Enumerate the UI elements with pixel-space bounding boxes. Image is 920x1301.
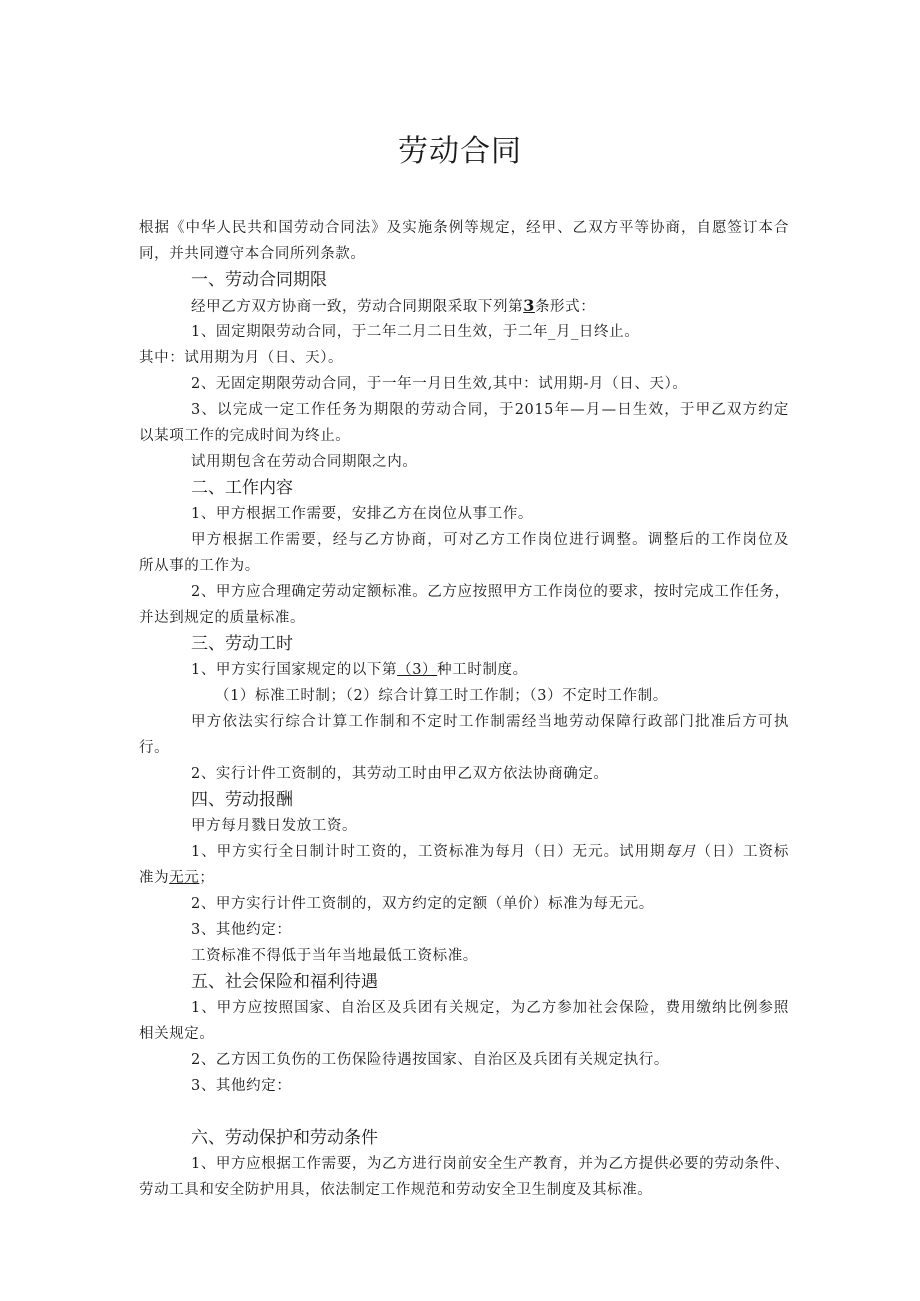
italic-text-run: 每月	[665, 844, 697, 860]
spacer	[139, 1099, 789, 1125]
section-6-para-1-cont: 劳动工具和安全防护用具，依法制定工作规范和劳动安全卫生制度及其标准。	[139, 1182, 653, 1198]
intro-line-2: 同，并共同遵守本合同所列条款。	[139, 246, 366, 262]
text-run: 准为	[139, 870, 170, 886]
section-1-para-5-cont: 以某项工作的完成时间为终止。	[139, 428, 351, 444]
section-5-heading: 五、社会保险和福利待遇	[191, 972, 378, 992]
section-3-para-2: （1）标准工时制；（2）综合计算工时工作制；（3）不定时工作制。	[215, 688, 668, 704]
text-run: ；	[199, 870, 215, 886]
section-3-para-1	[139, 657, 789, 683]
section-2-heading: 二、工作内容	[191, 478, 293, 498]
section-1-para-3: 其中：试用期为月（日、天）。	[139, 350, 344, 366]
section-4-para-3: 2、甲方实行计件工资制的，双方约定的定额（单价）标准为每无元。	[191, 896, 654, 912]
section-2-para-2: 甲方根据工作需要，经与乙方协商，可对乙方工作岗位进行调整。调整后的工作岗位及	[191, 532, 789, 548]
section-4-para-4: 3、其他约定：	[191, 922, 292, 938]
text-run: 1、甲方实行国家规定的以下第	[191, 662, 398, 678]
section-3-para-3: 甲方依法实行综合计算工作制和不定时工作制需经当地劳动保障行政部门批准后方可执	[191, 714, 789, 730]
term-option-number: 3	[523, 296, 535, 315]
section-3-para-3-cont: 行。	[139, 740, 170, 756]
section-3-heading: 三、劳动工时	[191, 634, 293, 654]
section-5-para-1-cont: 相关规定。	[139, 1026, 215, 1042]
text-run: 1、甲方实行全日制计时工资的，工资标准为每月（日）无元。试用期	[191, 844, 666, 860]
section-1-para-4: 2、无固定期限劳动合同，于一年一月日生效,其中：试用期-月（日、天）。	[191, 376, 688, 392]
intro-line-1: 根据《中华人民共和国劳动合同法》及实施条例等规定，经甲、乙双方平等协商，自愿签订本合	[139, 220, 789, 236]
section-3-para-4: 2、实行计件工资制的，其劳动工时由甲乙双方依法协商确定。	[191, 766, 609, 782]
text-run: 条形式：	[534, 299, 596, 315]
section-1-heading: 一、劳动合同期限	[191, 270, 327, 290]
text-run: 种工时制度。	[437, 662, 528, 678]
section-4-para-2-cont	[139, 865, 789, 891]
section-5-para-1: 1、甲方应按照国家、自治区及兵团有关规定，为乙方参加社会保险，费用缴纳比例参照	[191, 1000, 789, 1016]
section-1-para-5: 3、以完成一定工作任务为期限的劳动合同，于2015年—月—日生效，于甲乙双方约定	[191, 402, 789, 418]
section-2-para-3: 2、甲方应合理确定劳动定额标准。乙方应按照甲方工作岗位的要求，按时完成工作任务，	[191, 584, 790, 600]
section-1-para-1	[139, 293, 789, 319]
section-4-para-2	[139, 839, 789, 865]
section-4-heading: 四、劳动报酬	[191, 790, 293, 810]
text-run: 经甲乙方双方协商一致，劳动合同期限采取下列第	[191, 299, 524, 315]
section-2-para-2-cont: 所从事的工作为。	[139, 558, 260, 574]
section-2-para-3-cont: 并达到规定的质量标准。	[139, 610, 306, 626]
section-6-para-1: 1、甲方应根据工作需要，为乙方进行岗前安全生产教育，并为乙方提供必要的劳动条件、	[191, 1156, 790, 1172]
section-4-para-5: 工资标准不得低于当年当地最低工资标准。	[191, 948, 478, 964]
section-5-para-3: 3、其他约定：	[191, 1078, 292, 1094]
wage-amount: 无元	[169, 870, 200, 886]
section-6-heading: 六、劳动保护和劳动条件	[191, 1128, 378, 1148]
section-4-para-1: 甲方每月戮日发放工资。	[191, 818, 358, 834]
document-body	[139, 215, 789, 1203]
text-run: （日）工资标	[696, 844, 790, 860]
hours-option-number: （3）	[397, 662, 438, 678]
section-1-para-6: 试用期包含在劳动合同期限之内。	[191, 454, 418, 470]
section-2-para-1: 1、甲方根据工作需要，安排乙方在岗位从事工作。	[191, 506, 534, 522]
section-1-para-2: 1、固定期限劳动合同，于二年二月二日生效，于二年_月_日终止。	[191, 324, 640, 340]
section-5-para-2: 2、乙方因工负伤的工伤保险待遇按国家、自治区及兵团有关规定执行。	[191, 1052, 669, 1068]
document-title: 劳动合同	[398, 134, 522, 169]
